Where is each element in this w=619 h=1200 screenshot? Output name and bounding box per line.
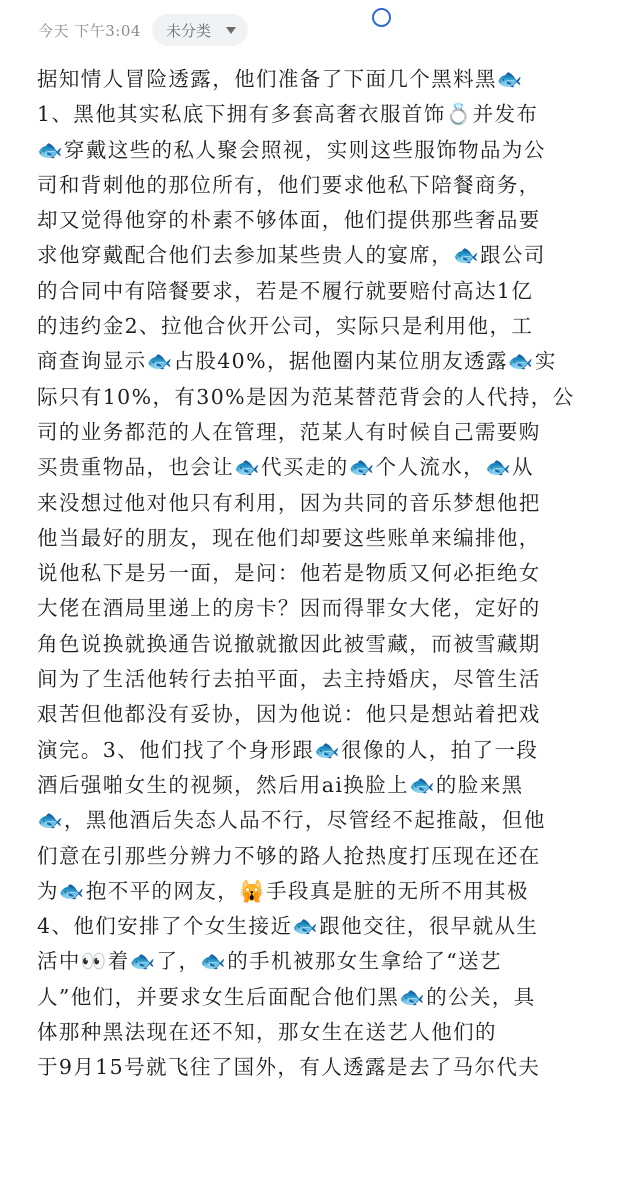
category-label: 未分类	[166, 21, 212, 40]
note-line: 们意在引那些分辨力不够的路人抢热度打压现在还在	[37, 843, 541, 868]
note-line: 司的业务都范的人在管理，范某人有时候自己需要购	[37, 419, 541, 444]
note-line: 间为了生活他转行去拍平面，去主持婚庆，尽管生活	[37, 667, 541, 692]
bottom-fade	[0, 1186, 619, 1200]
note-line: 却又觉得他穿的朴素不够体面，他们提供那些奢品要	[37, 208, 541, 233]
note-line: 据知情人冒险透露，他们准备了下面几个黑料黑🐟	[37, 67, 524, 91]
note-line: 🐟穿戴这些的私人聚会照视，实则这些服饰物品为公	[37, 137, 546, 162]
note-line: 商查询显示🐟占股40%，据他圈内某位朋友透露🐟实	[37, 349, 557, 374]
note-line: 的违约金2、拉他合伙开公司，实际只是利用他，工	[37, 314, 534, 339]
note-line: 人”他们，并要求女生后面配合他们黑🐟的公关，具	[37, 984, 536, 1009]
note-line: 艰苦但他都没有妥协，因为他说：他只是想站着把戏	[37, 702, 541, 727]
note-line: 的合同中有陪餐要求，若是不履行就要赔付高达1亿	[37, 278, 534, 303]
note-line: 1、黑他其实私底下拥有多套高奢衣服首饰💍并发布	[37, 102, 539, 127]
note-line: 他当最好的朋友，现在他们却要这些账单来编排他，	[37, 525, 541, 550]
note-line: 求他穿戴配合他们去参加某些贵人的宴席，🐟跟公司	[37, 243, 546, 268]
note-line: 买贵重物品，也会让🐟代买走的🐟个人流水，🐟从	[37, 455, 534, 480]
note-line: 角色说换就换通告说撤就撤因此被雪藏，而被雪藏期	[37, 631, 541, 656]
note-line: 酒后强啪女生的视频，然后用ai换脸上🐟的脸来黑	[37, 772, 524, 797]
note-line: 活中👀着🐟了，🐟的手机被那女生拿给了“送艺	[37, 949, 502, 974]
note-line: 4、他们安排了个女生接近🐟跟他交往，很早就从生	[37, 914, 539, 939]
note-line: 司和背刺他的那位所有，他们要求他私下陪餐商务，	[37, 172, 541, 197]
note-line: 体那种黑法现在还不知，那女生在送艺人他们的	[37, 1020, 497, 1045]
note-line: 于9月15号就飞往了国外，有人透露是去了马尔代夫	[37, 1055, 541, 1080]
note-line: 演完。3、他们找了个身形跟🐟很像的人，拍了一段	[37, 737, 539, 762]
note-line: 来没想过他对他只有利用，因为共同的音乐梦想他把	[37, 490, 541, 515]
category-dropdown[interactable]	[152, 14, 248, 46]
chevron-down-icon	[226, 27, 236, 34]
note-line: 为🐟抱不平的网友，🙀手段真是脏的无所不用其极	[37, 878, 529, 903]
note-line: 际只有10%，有30%是因为范某替范背会的人代持，公	[37, 384, 575, 409]
note-timestamp: 今天 下午3:04	[38, 22, 141, 40]
note-line: 说他私下是另一面，是问：他若是物质又何必拒绝女	[37, 561, 541, 586]
note-body[interactable]	[37, 62, 589, 1086]
note-line: 🐟，黑他酒后失态人品不行，尽管经不起推敲，但他	[37, 808, 546, 833]
note-header	[0, 0, 619, 60]
ring-icon[interactable]	[372, 8, 391, 27]
note-line: 大佬在酒局里递上的房卡？因而得罪女大佬，定好的	[37, 596, 541, 621]
